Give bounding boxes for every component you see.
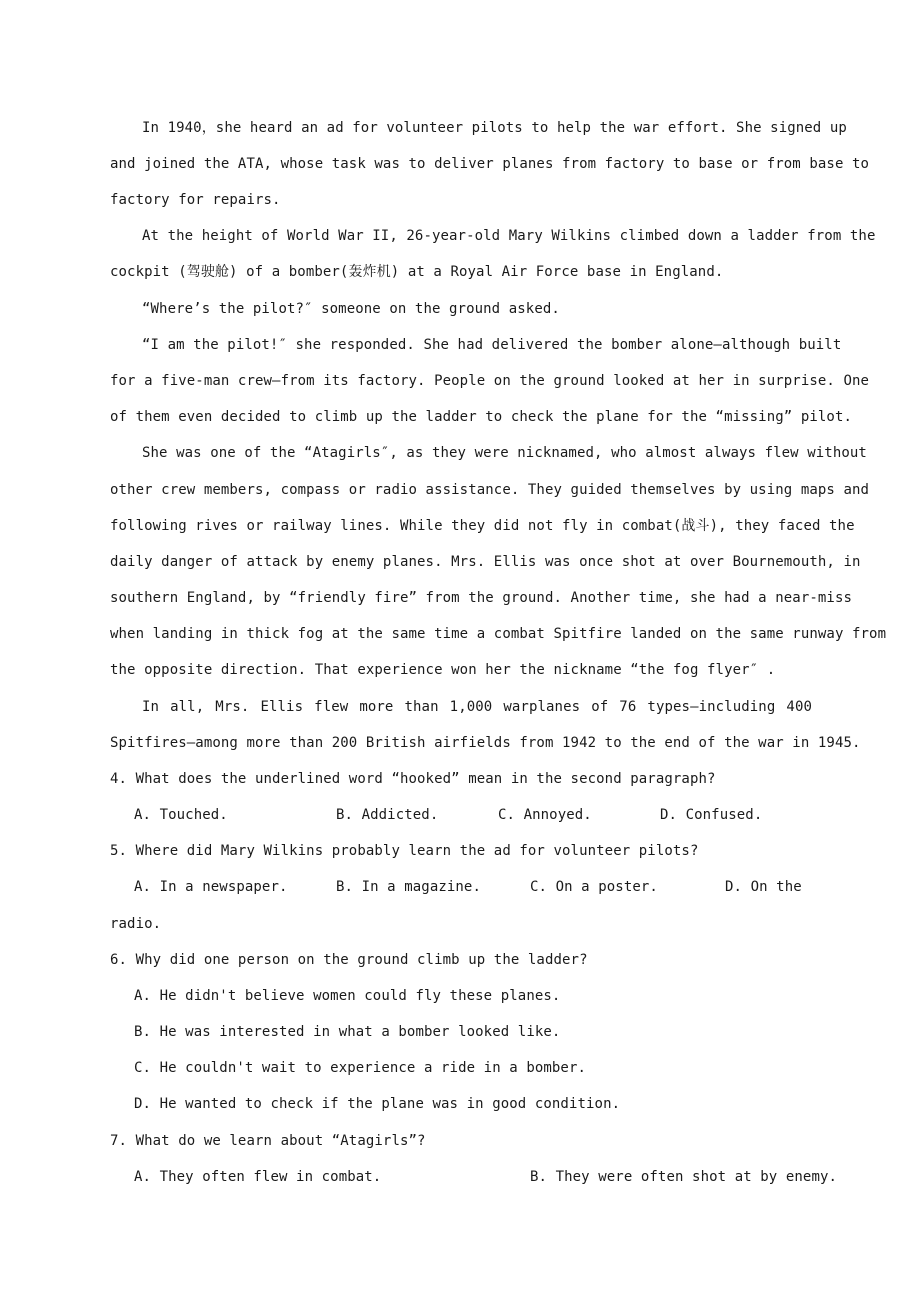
passage-line-14: southern England, by “friendly fire” from the ground. Another time, she had a near-miss <box>110 590 852 606</box>
question-4-stem: 4. What does the underlined word “hooked” mean in the second paragraph? <box>110 771 716 787</box>
question-5-option-d: D. On the <box>725 879 802 895</box>
question-7-option-b: B. They were often shot at by enemy. <box>530 1169 838 1185</box>
question-5-option-c: C. On a poster. <box>530 879 658 895</box>
passage-line-12: following rives or railway lines. While they did not fly in combat(战斗), they faced the <box>110 518 855 534</box>
passage-line-17: In all, Mrs. Ellis flew more than 1,000 warplanes of 76 types—including 400 <box>142 699 812 715</box>
question-6-option-a: A. He didn't believe women could fly these planes. <box>134 988 561 1004</box>
passage-line-7: “I am the pilot!″ she responded. She had delivered the bomber alone—although built <box>142 337 842 353</box>
passage-line-6: “Where’s the pilot?″ someone on the ground asked. <box>142 301 560 317</box>
passage-line-9: of them even decided to climb up the ladder to check the plane for the “missing” pilot. <box>110 409 852 425</box>
passage-line-8: for a five-man crew—from its factory. People on the ground looked at her in surprise. One <box>110 373 870 389</box>
passage-line-13: daily danger of attack by enemy planes. Mrs. Ellis was once shot at over Bournemouth, in <box>110 554 861 570</box>
passage-line-2: and joined the ATA, whose task was to deliver planes from factory to base or from base to <box>110 156 870 172</box>
question-4-option-b: B. Addicted. <box>336 807 439 823</box>
question-7-stem: 7. What do we learn about “Atagirls”? <box>110 1133 426 1149</box>
passage-line-18: Spitfires—among more than 200 British airfields from 1942 to the end of the war in 1945. <box>110 735 861 751</box>
passage-line-16: the opposite direction. That experience won her the nickname “the fog flyer″ . <box>110 662 776 678</box>
passage-line-4: At the height of World War II, 26-year-old Mary Wilkins climbed down a ladder from the <box>142 228 876 244</box>
question-6-stem: 6. Why did one person on the ground climb up the ladder? <box>110 952 588 968</box>
passage-line-3: factory for repairs. <box>110 192 281 208</box>
question-6-option-b: B. He was interested in what a bomber looked like. <box>134 1024 561 1040</box>
question-5-stem: 5. Where did Mary Wilkins probably learn the ad for volunteer pilots? <box>110 843 699 859</box>
question-4-option-c: C. Annoyed. <box>498 807 592 823</box>
question-6-option-c: C. He couldn't wait to experience a ride in a bomber. <box>134 1060 587 1076</box>
passage-line-1: In 1940，she heard an ad for volunteer pilots to help the war effort. She signed up <box>142 120 847 136</box>
question-4-option-a: A. Touched. <box>134 807 228 823</box>
passage-line-15: when landing in thick fog at the same time a combat Spitfire landed on the same runway from <box>110 626 887 642</box>
question-5-option-d-continued: radio. <box>110 916 162 932</box>
question-7-option-a: A. They often flew in combat. <box>134 1169 382 1185</box>
passage-line-5: cockpit (驾驶舱) of a bomber(轰炸机) at a Royal Air Force base in England. <box>110 264 724 280</box>
question-4-option-d: D. Confused. <box>660 807 763 823</box>
question-6-option-d: D. He wanted to check if the plane was in good condition. <box>134 1096 621 1112</box>
question-5-option-b: B. In a magazine. <box>336 879 481 895</box>
passage-line-10: She was one of the “Atagirls″, as they were nicknamed, who almost always flew without <box>142 445 867 461</box>
passage-line-11: other crew members, compass or radio assistance. They guided themselves by using maps and <box>110 482 870 498</box>
question-5-option-a: A. In a newspaper. <box>134 879 288 895</box>
